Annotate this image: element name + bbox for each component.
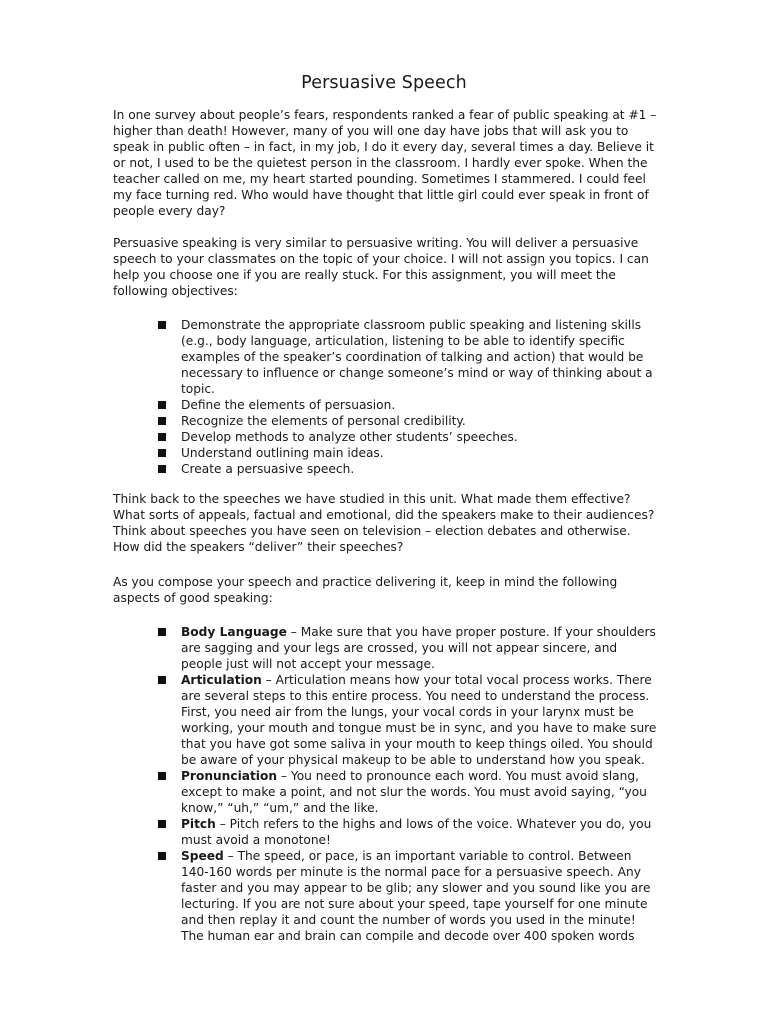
square-bullet-icon bbox=[158, 321, 166, 329]
objective-text: Develop methods to analyze other students’ speeches. bbox=[181, 430, 518, 444]
list-item bbox=[158, 445, 658, 461]
list-item bbox=[158, 768, 658, 816]
aspects-intro-paragraph: As you compose your speech and practice delivering it, keep in mind the following aspects of good speaking: bbox=[113, 575, 618, 605]
objective-text: Define the elements of persuasion. bbox=[181, 398, 396, 412]
aspect-term: Articulation bbox=[181, 673, 262, 687]
list-item bbox=[158, 317, 658, 397]
list-item bbox=[158, 672, 658, 768]
aspect-description: – Make sure that you have proper posture. If your shoulders are sagging and your legs are crossed, you will not appear sincere, and people just will not accept your message. bbox=[181, 625, 656, 671]
list-item bbox=[158, 397, 658, 413]
assignment-paragraph: Persuasive speaking is very similar to persuasive writing. You will deliver a persuasive speech to your classmates on the topic of your choice. I will not assign you topics. I can help you choose one if you are really stuck. For this assignment, you will meet the following objectives: bbox=[113, 236, 649, 298]
square-bullet-icon bbox=[158, 465, 166, 473]
square-bullet-icon bbox=[158, 417, 166, 425]
list-item bbox=[158, 461, 658, 477]
aspect-term: Body Language bbox=[181, 625, 287, 639]
square-bullet-icon bbox=[158, 433, 166, 441]
aspect-term: Pitch bbox=[181, 817, 216, 831]
list-item bbox=[158, 429, 658, 445]
square-bullet-icon bbox=[158, 852, 166, 860]
page-title: Persuasive Speech bbox=[301, 73, 467, 93]
aspect-description: – The speed, or pace, is an important variable to control. Between 140-160 words per minute is the normal pace for a persuasive speech. Any faster and you may appear to be glib; any slower and you sound like you are lecturing. If you are not sure about your speed, tape yourself for one minute and then replay it and count the number of words you used in the minute! The human ear and brain can compile and decode over 400 spoken words bbox=[181, 849, 651, 943]
square-bullet-icon bbox=[158, 676, 166, 684]
intro-paragraph: In one survey about people’s fears, respondents ranked a fear of public speaking at #1 – higher than death! However, many of you will one day have jobs that will ask you to speak in public often – in fact, in my job, I do it every day, several times a day. Believe it or not, I used to be the quietest person in the classroom. I hardly ever spoke. When the teacher called on me, my heart started pounding. Sometimes I stammered. I could feel my face turning red. Who would have thought that little girl could ever speak in front of people every day? bbox=[113, 108, 657, 218]
list-item bbox=[158, 413, 658, 429]
square-bullet-icon bbox=[158, 401, 166, 409]
square-bullet-icon bbox=[158, 449, 166, 457]
objective-text: Create a persuasive speech. bbox=[181, 462, 355, 476]
objective-text: Demonstrate the appropriate classroom public speaking and listening skills (e.g., body language, articulation, listening to be able to identify specific examples of the speaker’s coordination of talking and action) that would be necessary to influence or change someone’s mind or way of thinking about a topic. bbox=[181, 318, 653, 396]
list-item bbox=[158, 624, 658, 672]
speaking-aspects-list bbox=[158, 624, 658, 944]
aspect-term: Pronunciation bbox=[181, 769, 278, 783]
list-item bbox=[158, 848, 658, 944]
aspect-description: – You need to pronounce each word. You must avoid slang, except to make a point, and not slur the words. You must avoid saying, “you know,” “uh,” “um,” and the like. bbox=[181, 769, 647, 815]
aspect-description: – Pitch refers to the highs and lows of the voice. Whatever you do, you must avoid a monotone! bbox=[181, 817, 652, 847]
objective-text: Understand outlining main ideas. bbox=[181, 446, 384, 460]
square-bullet-icon bbox=[158, 772, 166, 780]
objectives-list bbox=[158, 317, 658, 477]
square-bullet-icon bbox=[158, 628, 166, 636]
aspect-term: Speed bbox=[181, 849, 224, 863]
reflection-paragraph: Think back to the speeches we have studied in this unit. What made them effective? What sorts of appeals, factual and emotional, did the speakers make to their audiences? Think about speeches you have seen on television – election debates and otherwise. How did the speakers “deliver” their speeches? bbox=[113, 492, 655, 554]
list-item bbox=[158, 816, 658, 848]
aspect-description: – Articulation means how your total vocal process works. There are several steps to this entire process. You need to understand the process. First, you need air from the lungs, your vocal cords in your larynx must be working, your mouth and tongue must be in sync, and you have to make sure that you have got some saliva in your mouth to keep things oiled. You should be aware of your physical makeup to be able to understand how you speak. bbox=[181, 673, 657, 767]
square-bullet-icon bbox=[158, 820, 166, 828]
objective-text: Recognize the elements of personal credibility. bbox=[181, 414, 466, 428]
